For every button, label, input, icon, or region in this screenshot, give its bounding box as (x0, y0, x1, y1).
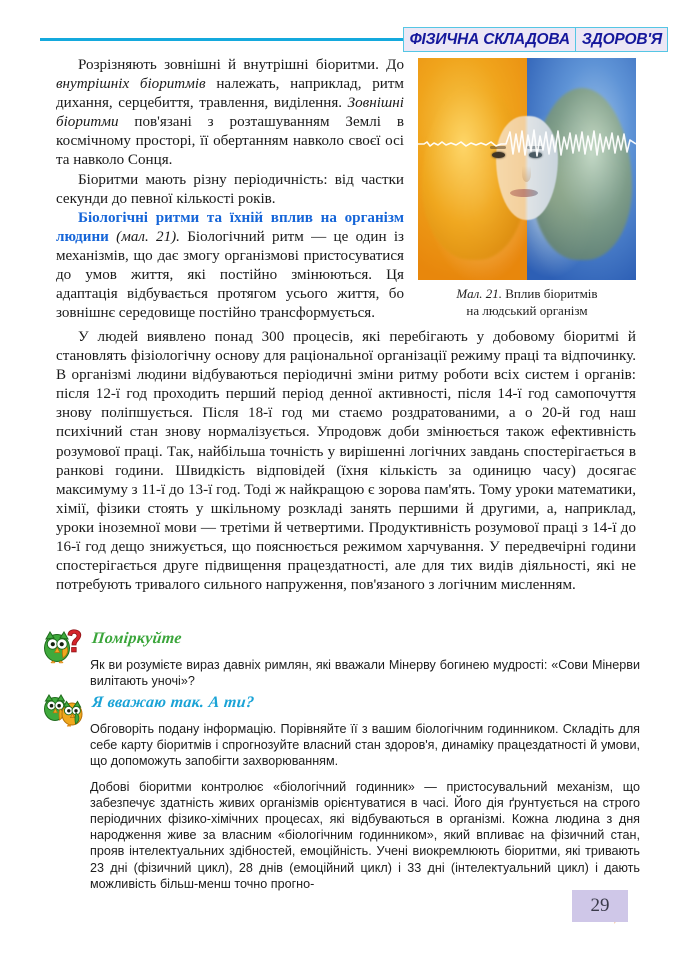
activity-opinion-title: Я вважаю так. А ти? (91, 694, 256, 711)
figure-caption-line2: на людський організм (466, 302, 588, 318)
article-top-section (56, 56, 636, 323)
p1-part-b: належать, наприклад, ритм дихання, серцебиття, травлення, виділення. (56, 76, 404, 112)
header-chip-primary: ФІЗИЧНА СКЛАДОВА (403, 27, 576, 52)
p1-italic-internal-biorhythms: внутрішніх біоритмів (56, 76, 206, 93)
activity-ponder-title: Поміркуйте (91, 630, 183, 647)
activity-opinion-paragraph-2: Добові біоритми контролює «біологічний годинник» — пристосувальний механізм, що забезпечує здатність живих організмів орієнтуватися в часі. Його дія ґрунтується на строго періодичних фізико-хімічних процесах, які відбуваються в організмі. Кожна людина з дня народження живе за власним «біологічним годинником», який впливає на фізичний стан, прояв інтелектуальних здібностей, емоційність. Учені виокремлюють біоритми, які тривають 23 дні (фізичний цикл), 28 днів (емоційний цикл) і 33 дні (інтелектуальний цикл) і дають можливість більш-менш точно прогно- (90, 779, 640, 891)
two-owls-icon (42, 692, 90, 728)
page-folio (572, 890, 690, 974)
figure-caption-text: Вплив біоритмів (502, 286, 598, 301)
figure-nose (522, 166, 531, 182)
page-running-header (0, 26, 690, 52)
figure-21-image (418, 58, 636, 280)
activity-opinion-body (90, 721, 640, 892)
header-chip-secondary: ЗДОРОВ'Я (576, 27, 668, 52)
paragraph-4: У людей виявлено понад 300 процесів, які перебігають у добовому біоритмі й становлять фізіологічну основу для раціональної організації режиму праці та відпочинку. В організмі людини відбуваються періодичні зміни ритму роботи всіх систем і органів: після 12-ї год проходить перший період денної активності, після 14-ї год самопочуття знову поліпшується. Після 18-ї год ми стаємо роздратованими, а о 20-й год наш психічний стан знову нормалізується. Упродовж доби змінюється також ефективність розумової праці. Так, найбільша точність у вирішенні логічних завдань спостерігається в ранкові години. Швидкість відповідей (їхня кількість за одиницю часу) досягає максимуму з 11-ї до 13-ї год. Тоді ж найкращою є зорова пам'ять. Тому уроки математики, хімії, фізики стоять у шкільному розкладі занять першими й другими, а, наприклад, уроки іноземної мови — третіми й четвертими. Продуктивність розумової праці з 14-ї до 16-ї год дещо знижується, що пояснюється режимом харчування. У передвечірні години спостерігається друге підвищення працездатності, але для тих видів діяльності, які не потребують тривалого сильного напруження, пов'язаного з логічним мисленням. (56, 329, 636, 594)
activity-ponder-body (90, 657, 640, 689)
p3-figure-reference: (мал. 21). (108, 228, 180, 245)
activity-ponder-paragraph-1: Як ви розумієте вираз давніх римлян, які вважали Мінерву богинею мудрості: «Сови Мінерви вилітають уночі»? (90, 658, 640, 689)
figure-21-caption (418, 286, 636, 319)
article-main-section (56, 328, 636, 595)
figure-caption-label: Мал. 21. (456, 286, 502, 301)
p1-italic-external-biorhythms: Зовнішні біоритми (56, 95, 404, 131)
figure-21 (418, 58, 636, 319)
folio-decorative-wedge-inner (628, 890, 654, 916)
p3-blue-lead-heading: Біологічні ритми та їхній вплив на організм людини (56, 209, 404, 245)
activity-opinion-paragraph-1: Обговоріть подану інформацію. Порівняйте її з вашим біологічним годинником. Складіть для себе карту біоритмів і спрогнозуйте власний стан здоров'я, динаміку працездатності й умови, що допоможуть запобігти захворюванням. (90, 722, 640, 769)
header-rule (40, 38, 403, 41)
p3-rest: Біологічний ритм — це один із механізмів, що дає змогу організмові пристосуватися до умов життя, які постійно змінюються. Ця адаптація відбувається протягом усього життя, бо зовнішнє середовище постійно трансформується. (56, 228, 404, 322)
page-number: 29 (572, 890, 628, 922)
activity-ponder-header (42, 630, 640, 656)
eeg-waveform-icon (418, 126, 636, 160)
header-title-group (403, 27, 668, 52)
paragraph-2: Біоритми мають різну періодичність: від частки секунди до певної кількості років. (56, 171, 404, 207)
activity-block-ponder (42, 630, 640, 689)
owl-with-question-mark-icon (42, 628, 90, 664)
activity-opinion-header (42, 694, 640, 720)
activity-block-opinion (42, 694, 640, 892)
p1-part-c: пов'язані з розташуванням Землі в космічному просторі, її обертанням навколо своєї осі та навколо Сонця. (56, 114, 404, 169)
figure-mouth (510, 189, 538, 197)
p1-part-a: Розрізняють зовнішні й внутрішні біоритми. До (78, 57, 404, 73)
